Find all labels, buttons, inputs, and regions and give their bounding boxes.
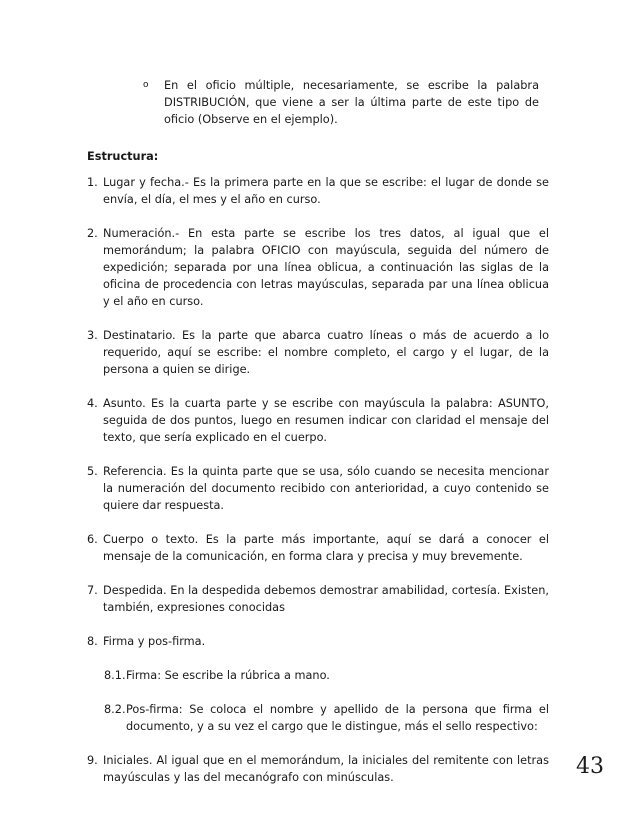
list-item: [87, 633, 549, 650]
list-item: [87, 463, 549, 514]
item-number: 4.: [87, 397, 98, 410]
intro-bullet: [143, 77, 539, 128]
item-number: 7.: [87, 584, 98, 597]
subitem-text: Firma: Se escribe la rúbrica a mano.: [126, 669, 330, 682]
item-number: 2.: [87, 227, 98, 240]
subitem-number: 8.1.: [104, 669, 126, 682]
item-number: 6.: [87, 533, 98, 546]
item-number: 8.: [87, 635, 98, 648]
list-item: [87, 582, 549, 616]
item-text: Numeración.- En esta parte se escribe los tres datos, al igual que el memorándum; la palabra OFICIO con mayúscula, seguida del número de expedición; separada por una línea oblicua, a continuación las siglas de la oficina de procedencia con letras mayúsculas, separada par una línea oblicua y el año en curso.: [103, 227, 549, 308]
list-item: [87, 395, 549, 446]
item-number: 3.: [87, 329, 98, 342]
list-item: [87, 752, 549, 786]
sub-list-item: [87, 701, 549, 735]
sub-list-item: [87, 667, 549, 684]
page-number: 43: [576, 754, 604, 779]
item-text: Despedida. En la despedida debemos demostrar amabilidad, cortesía. Existen, también, expresiones conocidas: [103, 584, 549, 614]
item-text: Cuerpo o texto. Es la parte más importante, aquí se dará a conocer el mensaje de la comunicación, en forma clara y precisa y muy brevemente.: [103, 533, 549, 563]
item-number: 1.: [87, 176, 98, 189]
subitem-number: 8.2.: [104, 703, 126, 716]
item-number: 5.: [87, 465, 98, 478]
item-text: Referencia. Es la quinta parte que se usa, sólo cuando se necesita mencionar la numeración del documento recibido con anterioridad, a cuyo contenido se quiere dar respuesta.: [103, 465, 549, 512]
list-item: [87, 174, 549, 208]
item-text: Firma y pos-firma.: [103, 635, 206, 648]
item-number: 9.: [87, 754, 98, 767]
section-heading: Estructura:: [87, 150, 159, 163]
structure-list: [87, 174, 549, 786]
item-text: Asunto. Es la cuarta parte y se escribe con mayúscula la palabra: ASUNTO, seguida de dos puntos, luego en resumen indicar con claridad el mensaje del texto, que sería explicado en el cuerpo.: [103, 397, 549, 444]
intro-bullet-text: En el oficio múltiple, necesariamente, se escribe la palabra DISTRIBUCIÓN, que viene a ser la última parte de este tipo de oficio (Observe en el ejemplo).: [164, 79, 539, 126]
list-item: [87, 225, 549, 310]
list-item: [87, 327, 549, 378]
item-text: Destinatario. Es la parte que abarca cuatro líneas o más de acuerdo a lo requerido, aquí se escribe: el nombre completo, el cargo y el lugar, de la persona a quien se dirige.: [103, 329, 549, 376]
item-text: Iniciales. Al igual que en el memorándum, la iniciales del remitente con letras mayúsculas y las del mecanógrafo con minúsculas.: [103, 754, 549, 784]
item-text: Lugar y fecha.- Es la primera parte en la que se escribe: el lugar de donde se envía, el día, el mes y el año en curso.: [103, 176, 549, 206]
bullet-marker: o: [143, 80, 149, 90]
list-item: [87, 531, 549, 565]
subitem-text: Pos-firma: Se coloca el nombre y apellido de la persona que firma el documento, y a su vez el cargo que le distingue, más el sello respectivo:: [126, 703, 549, 733]
